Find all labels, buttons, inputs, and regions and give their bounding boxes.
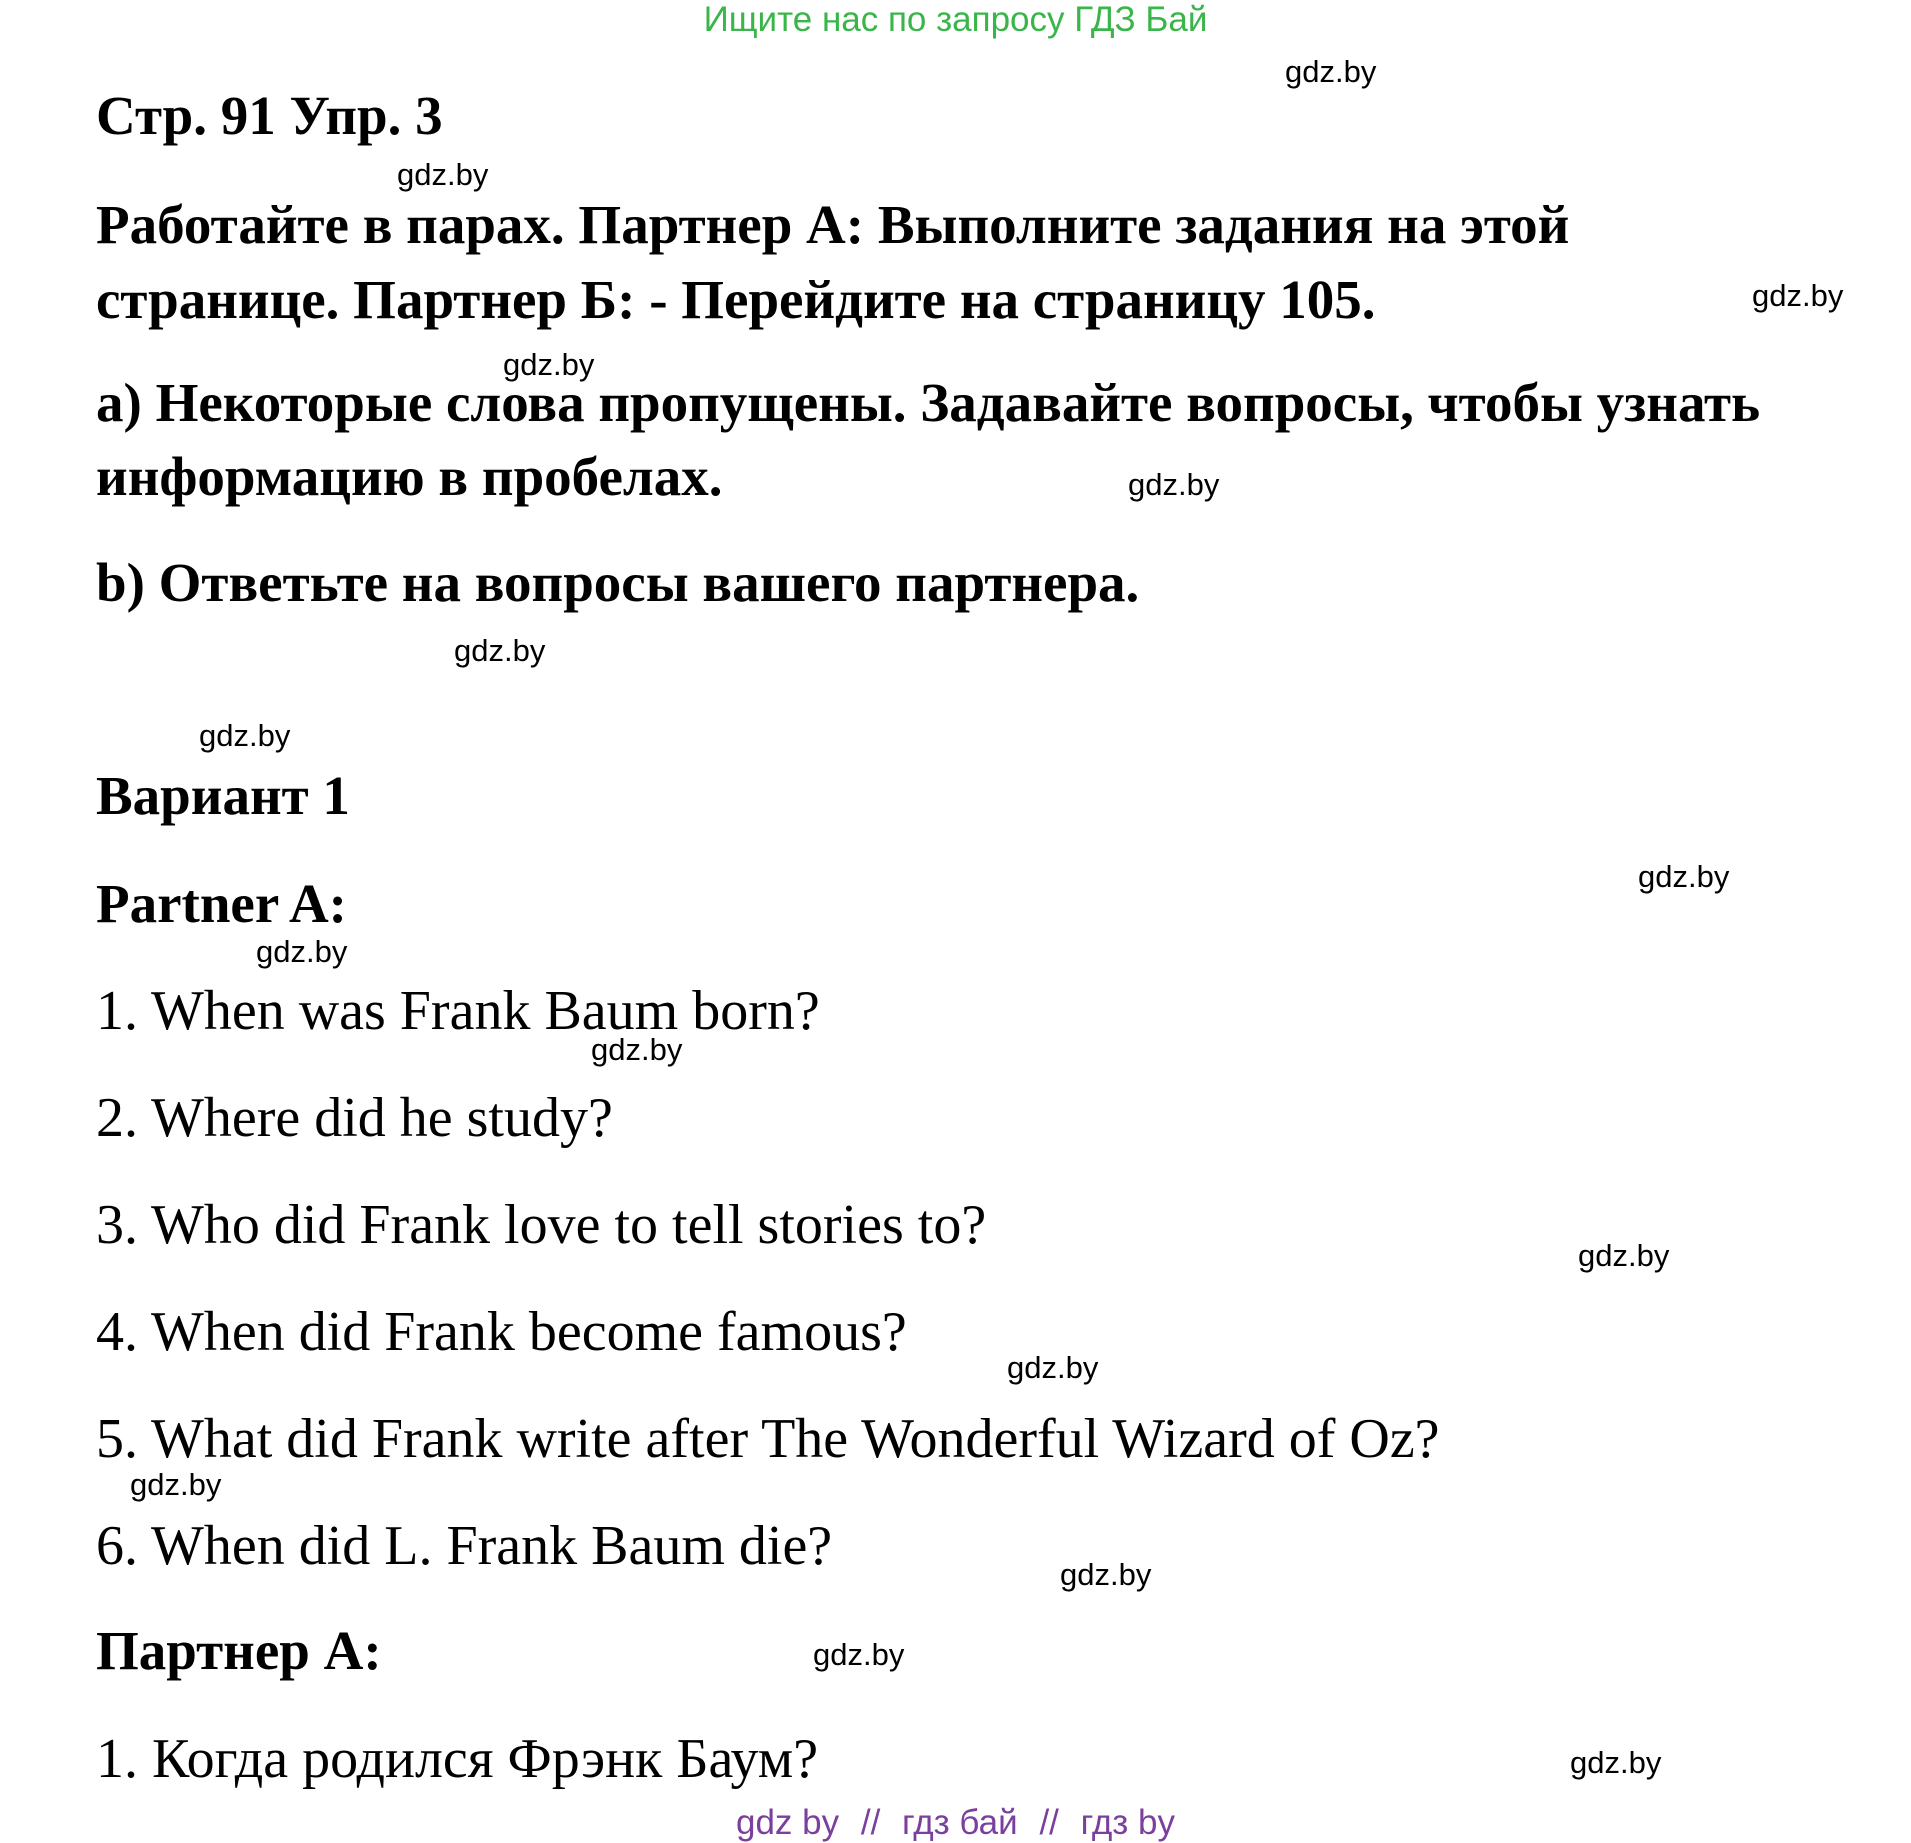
question-en-5: 5. What did Frank write after The Wonderful Wizard of Oz? (96, 1408, 1440, 1470)
watermark: gdz.by (813, 1637, 905, 1672)
watermark: gdz.by (1638, 859, 1730, 894)
watermark: gdz.by (1060, 1557, 1152, 1592)
task-a-line-2: информацию в пробелах. (96, 446, 723, 507)
watermark: gdz.by (1285, 54, 1377, 89)
instruction-line-2: странице. Партнер Б: - Перейдите на страницу 105. (96, 269, 1376, 330)
partner-a-heading-ru: Партнер А: (96, 1620, 382, 1681)
footer-link-gdz-by[interactable]: gdz by (736, 1803, 840, 1842)
watermark: gdz.by (397, 157, 489, 192)
footer-link-gdz-by-ru[interactable]: гдз by (1080, 1803, 1175, 1842)
footer-separator: // (860, 1803, 881, 1842)
question-en-1: 1. When was Frank Baum born? (96, 980, 820, 1042)
watermark: gdz.by (256, 934, 348, 969)
footer-link-gdz-bai[interactable]: гдз бай (902, 1803, 1018, 1842)
question-ru-1: 1. Когда родился Фрэнк Баум? (96, 1728, 819, 1790)
watermark: gdz.by (503, 347, 595, 382)
partner-a-heading-en: Partner A: (96, 873, 347, 934)
watermark: gdz.by (1007, 1350, 1099, 1385)
watermark: gdz.by (199, 718, 291, 753)
variant-heading: Вариант 1 (96, 765, 350, 826)
footer (0, 1803, 1911, 1843)
top-banner: Ищите нас по запросу ГДЗ Бай (703, 0, 1208, 39)
watermark: gdz.by (454, 633, 546, 668)
instruction-line-1: Работайте в парах. Партнер А: Выполните задания на этой (96, 194, 1570, 255)
watermark: gdz.by (1578, 1238, 1670, 1273)
question-en-2: 2. Where did he study? (96, 1087, 613, 1149)
question-en-6: 6. When did L. Frank Baum die? (96, 1515, 833, 1577)
question-en-4: 4. When did Frank become famous? (96, 1301, 907, 1363)
question-en-3: 3. Who did Frank love to tell stories to? (96, 1194, 987, 1256)
watermark: gdz.by (130, 1467, 222, 1502)
task-a-line-1: a) Некоторые слова пропущены. Задавайте вопросы, чтобы узнать (96, 372, 1761, 433)
page-title: Стр. 91 Упр. 3 (96, 85, 443, 146)
watermark: gdz.by (1128, 467, 1220, 502)
watermark: gdz.by (591, 1032, 683, 1067)
watermark: gdz.by (1570, 1745, 1662, 1780)
task-b-line: b) Ответьте на вопросы вашего партнера. (96, 552, 1140, 613)
watermark: gdz.by (1752, 278, 1844, 313)
footer-separator: // (1039, 1803, 1059, 1842)
